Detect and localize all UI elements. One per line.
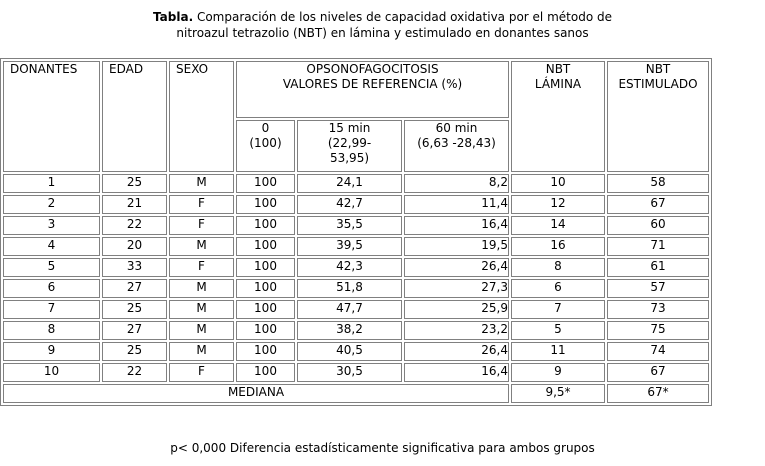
header-nbt-lamina (511, 61, 605, 172)
cell-nbt-lamina: 5 (511, 321, 605, 340)
cell-nbt-lamina: 16 (511, 237, 605, 256)
cell-nbt-estimulado: 57 (607, 279, 709, 298)
cell-nbt-lamina: 11 (511, 342, 605, 361)
cell-time-15: 30,5 (297, 363, 402, 382)
cell-time-15: 51,8 (297, 279, 402, 298)
table-row (3, 279, 709, 298)
cell-time-60: 26,4 (404, 258, 509, 277)
header-nbt-lamina-line-2: LÁMINA (534, 77, 582, 91)
cell-edad: 22 (102, 363, 167, 382)
header-t15-line-2: (22,99- (327, 136, 372, 150)
cell-time-15: 40,5 (297, 342, 402, 361)
header-t0-line-1: 0 (261, 121, 270, 135)
cell-sexo: F (169, 258, 234, 277)
header-t60-line-1: 60 min (435, 121, 478, 135)
table-row (3, 258, 709, 277)
header-t15-line-3: 53,95) (329, 151, 370, 165)
header-t15-line-1: 15 min (328, 121, 371, 135)
cell-nbt-estimulado: 71 (607, 237, 709, 256)
header-nbt-estim-line-2: ESTIMULADO (618, 77, 698, 91)
header-t60-line-2: (6,63 -28,43) (417, 136, 496, 150)
caption-line-2: nitroazul tetrazolio (NBT) en lámina y estimulado en donantes sanos (176, 26, 589, 40)
table-row (3, 174, 709, 193)
cell-nbt-lamina: 9 (511, 363, 605, 382)
header-time-15 (297, 120, 402, 172)
cell-donante: 6 (3, 279, 100, 298)
cell-time-15: 39,5 (297, 237, 402, 256)
cell-donante: 10 (3, 363, 100, 382)
header-nbt-estim-line-1: NBT (645, 62, 671, 76)
table-row (3, 342, 709, 361)
cell-time-0: 100 (236, 342, 295, 361)
cell-sexo: F (169, 216, 234, 235)
cell-nbt-estimulado: 61 (607, 258, 709, 277)
cell-nbt-lamina: 7 (511, 300, 605, 319)
header-opsonofagocitosis (236, 61, 509, 118)
table-caption (0, 9, 765, 41)
cell-nbt-lamina: 14 (511, 216, 605, 235)
results-table (0, 58, 712, 406)
cell-time-0: 100 (236, 279, 295, 298)
header-t0-line-2: (100) (249, 136, 282, 150)
header-edad: EDAD (102, 61, 167, 172)
cell-time-60: 16,4 (404, 216, 509, 235)
header-row-1 (3, 61, 709, 118)
cell-sexo: M (169, 300, 234, 319)
cell-edad: 27 (102, 321, 167, 340)
cell-time-60: 25,9 (404, 300, 509, 319)
mediana-label: MEDIANA (3, 384, 509, 403)
cell-time-0: 100 (236, 258, 295, 277)
cell-edad: 25 (102, 342, 167, 361)
header-sexo: SEXO (169, 61, 234, 172)
cell-sexo: M (169, 174, 234, 193)
cell-donante: 3 (3, 216, 100, 235)
cell-donante: 9 (3, 342, 100, 361)
cell-time-60: 11,4 (404, 195, 509, 214)
mediana-nbt-estimulado: 67* (607, 384, 709, 403)
cell-nbt-estimulado: 58 (607, 174, 709, 193)
table-row (3, 321, 709, 340)
header-nbt-lamina-line-1: NBT (545, 62, 571, 76)
cell-edad: 20 (102, 237, 167, 256)
cell-sexo: F (169, 195, 234, 214)
cell-nbt-estimulado: 60 (607, 216, 709, 235)
cell-nbt-estimulado: 73 (607, 300, 709, 319)
cell-nbt-lamina: 12 (511, 195, 605, 214)
cell-time-15: 42,3 (297, 258, 402, 277)
cell-nbt-estimulado: 74 (607, 342, 709, 361)
cell-edad: 33 (102, 258, 167, 277)
mediana-nbt-lamina: 9,5* (511, 384, 605, 403)
cell-sexo: M (169, 342, 234, 361)
cell-donante: 1 (3, 174, 100, 193)
cell-time-60: 19,5 (404, 237, 509, 256)
table-row (3, 195, 709, 214)
cell-edad: 22 (102, 216, 167, 235)
table-row (3, 363, 709, 382)
cell-time-0: 100 (236, 216, 295, 235)
cell-edad: 25 (102, 300, 167, 319)
cell-donante: 8 (3, 321, 100, 340)
cell-time-15: 38,2 (297, 321, 402, 340)
cell-time-60: 26,4 (404, 342, 509, 361)
cell-time-60: 8,2 (404, 174, 509, 193)
header-time-0 (236, 120, 295, 172)
caption-bold-label: Tabla. (153, 10, 194, 24)
header-time-60 (404, 120, 509, 172)
header-opsono-line-1: OPSONOFAGOCITOSIS (306, 62, 439, 76)
caption-line-1-text: Comparación de los niveles de capacidad oxidativa por el método de (193, 10, 612, 24)
cell-donante: 4 (3, 237, 100, 256)
cell-time-15: 47,7 (297, 300, 402, 319)
cell-nbt-estimulado: 67 (607, 363, 709, 382)
table-row (3, 300, 709, 319)
cell-sexo: M (169, 321, 234, 340)
caption-line-1 (0, 9, 765, 25)
table-row (3, 237, 709, 256)
cell-sexo: F (169, 363, 234, 382)
cell-edad: 27 (102, 279, 167, 298)
cell-time-60: 16,4 (404, 363, 509, 382)
cell-time-0: 100 (236, 195, 295, 214)
cell-nbt-lamina: 10 (511, 174, 605, 193)
cell-edad: 25 (102, 174, 167, 193)
cell-edad: 21 (102, 195, 167, 214)
cell-nbt-estimulado: 67 (607, 195, 709, 214)
cell-time-60: 23,2 (404, 321, 509, 340)
header-opsono-line-2: VALORES DE REFERENCIA (%) (282, 77, 463, 91)
cell-time-15: 35,5 (297, 216, 402, 235)
cell-time-0: 100 (236, 363, 295, 382)
cell-nbt-lamina: 8 (511, 258, 605, 277)
cell-sexo: M (169, 237, 234, 256)
cell-time-0: 100 (236, 174, 295, 193)
table-row (3, 216, 709, 235)
cell-nbt-estimulado: 75 (607, 321, 709, 340)
cell-time-0: 100 (236, 321, 295, 340)
cell-time-15: 42,7 (297, 195, 402, 214)
cell-donante: 2 (3, 195, 100, 214)
cell-time-0: 100 (236, 300, 295, 319)
mediana-row (3, 384, 709, 403)
cell-nbt-lamina: 6 (511, 279, 605, 298)
cell-time-60: 27,3 (404, 279, 509, 298)
cell-time-0: 100 (236, 237, 295, 256)
significance-footnote: p< 0,000 Diferencia estadísticamente significativa para ambos grupos (170, 441, 595, 455)
header-nbt-estimulado (607, 61, 709, 172)
cell-time-15: 24,1 (297, 174, 402, 193)
cell-sexo: M (169, 279, 234, 298)
table-body (3, 174, 709, 382)
header-donantes: DONANTES (3, 61, 100, 172)
cell-donante: 5 (3, 258, 100, 277)
cell-donante: 7 (3, 300, 100, 319)
